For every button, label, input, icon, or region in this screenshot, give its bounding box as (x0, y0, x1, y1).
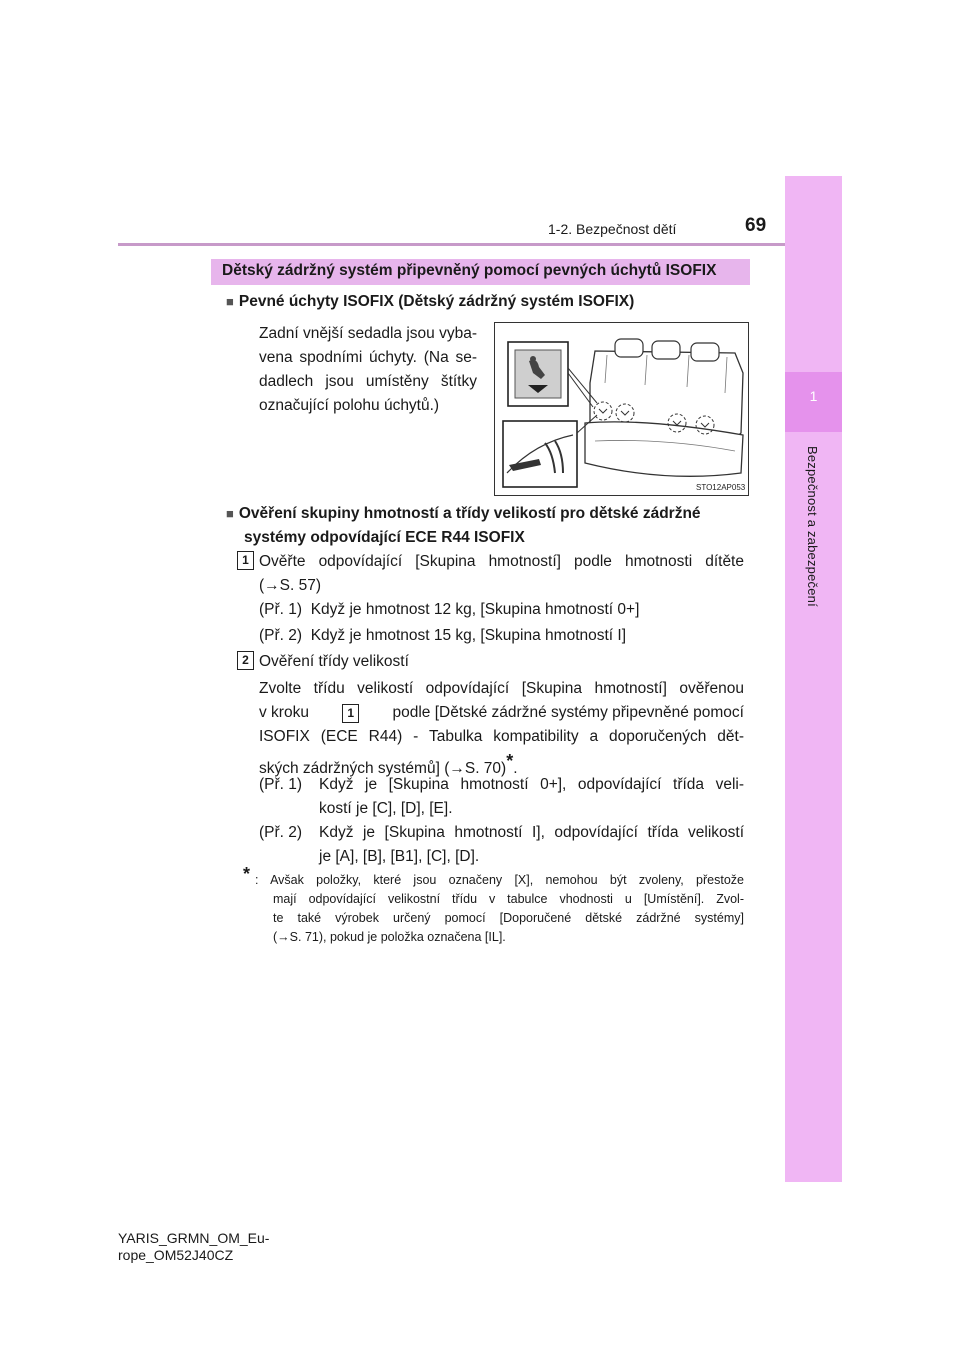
footnote-marker: * (506, 751, 514, 771)
isofix-anchors-heading (226, 290, 634, 314)
text-line: kostí je [C], [D], [E]. (319, 800, 453, 817)
text-line: : Avšak položky, které jsou označeny [X], nemohou být zvoleny, přestože (255, 873, 744, 887)
step-2-text (259, 677, 744, 781)
verification-title-line1: Ověření skupiny hmotností a třídy velikostí pro dětské zádržné (238, 505, 701, 522)
text-line: mají odpovídající velikostní třídu v tabulce vhodnosti u [Umístění]. Zvol- (273, 892, 744, 906)
step-1-example-1 (259, 598, 639, 622)
isofix-seat-illustration (494, 322, 749, 496)
text-line: dadlech jsou umístěny štítky (259, 373, 477, 390)
footer-line: YARIS_GRMN_OM_Eu- (118, 1230, 270, 1246)
verification-heading (226, 502, 746, 550)
text-line: vena spodními úchyty. (Na se- (259, 349, 477, 366)
example-text: Když je hmotnost 15 kg, [Skupina hmotností I] (310, 627, 627, 644)
text-line (259, 701, 744, 725)
square-bullet-icon: ■ (226, 294, 234, 309)
document-code (118, 1230, 269, 1264)
example-label: (Př. 1) (259, 601, 303, 618)
text-line: (→S. 71), pokud je položka označena [IL]. (273, 930, 506, 944)
footnote-star: * (243, 864, 251, 884)
isofix-anchors-text (259, 322, 477, 418)
verification-title-line2: systémy odpovídající ECE R44 ISOFIX (244, 529, 525, 546)
footnote-text (255, 871, 744, 947)
text-line: označující polohu úchytů.) (259, 397, 440, 414)
step-2-title: Ověření třídy velikostí (259, 653, 409, 670)
text-fragment: . (513, 760, 518, 778)
chapter-number: 1 (809, 388, 818, 404)
step-number-box: 2 (237, 651, 254, 670)
page-number: 69 (745, 215, 767, 236)
header-rule (118, 243, 842, 246)
footer-line: rope_OM52J40CZ (118, 1247, 234, 1263)
step-1-text (259, 550, 744, 598)
step-1-example-2 (259, 624, 626, 648)
text-line: Zvolte třídu velikostí odpovídající [Skupina hmotností] ověřenou (259, 680, 744, 697)
rear-seat-drawing (495, 323, 748, 495)
text-line: Když je [Skupina hmotností I], odpovídající třída velikostí (319, 824, 744, 841)
example-label: (Př. 2) (259, 627, 303, 644)
square-bullet-icon: ■ (226, 506, 234, 521)
step-2-example-1 (319, 773, 744, 821)
text-fragment: v kroku (259, 704, 309, 721)
text-line: (→S. 57) (259, 577, 322, 594)
text-line: Ověřte odpovídající [Skupina hmotností] podle hmotnosti dítěte (259, 553, 744, 570)
step-2-marker (237, 651, 254, 670)
chapter-title: Bezpečnost a zabezpečení (805, 446, 820, 607)
text-fragment: ských zádržných systémů] (→S. 70) (259, 760, 507, 778)
text-line: Zadní vnější sedadla jsou vyba- (259, 325, 477, 342)
step-2-example-2 (319, 821, 744, 869)
section-heading: Dětský zádržný systém připevněný pomocí pevných úchytů ISOFIX (211, 259, 750, 285)
step-2-example-1-label: (Př. 1) (259, 776, 303, 793)
chapter-side-tab (785, 176, 842, 1182)
step-1-marker (237, 551, 254, 570)
text-line: ISOFIX (ECE R44) - Tabulka kompatibility a doporučených dět- (259, 728, 744, 745)
text-line: je [A], [B], [B1], [C], [D]. (319, 848, 480, 865)
text-line: te také výrobek určený pomocí [Doporučené dětské zádržné systémy] (273, 911, 744, 925)
isofix-anchors-title: Pevné úchyty ISOFIX (Dětský zádržný systém ISOFIX) (238, 293, 635, 310)
text-line: Když je [Skupina hmotností 0+], odpovídající třída veli- (319, 776, 744, 793)
step-number-box: 1 (237, 551, 254, 570)
step-2-example-2-label: (Př. 2) (259, 824, 303, 841)
image-code: STO12AP053 (696, 483, 746, 492)
section-title: 1-2. Bezpečnost dětí (548, 221, 677, 237)
text-fragment: podle [Dětské zádržné systémy připevněné pomocí (392, 704, 744, 721)
step-number-box: 1 (342, 704, 359, 723)
example-text: Když je hmotnost 12 kg, [Skupina hmotností 0+] (310, 601, 640, 618)
